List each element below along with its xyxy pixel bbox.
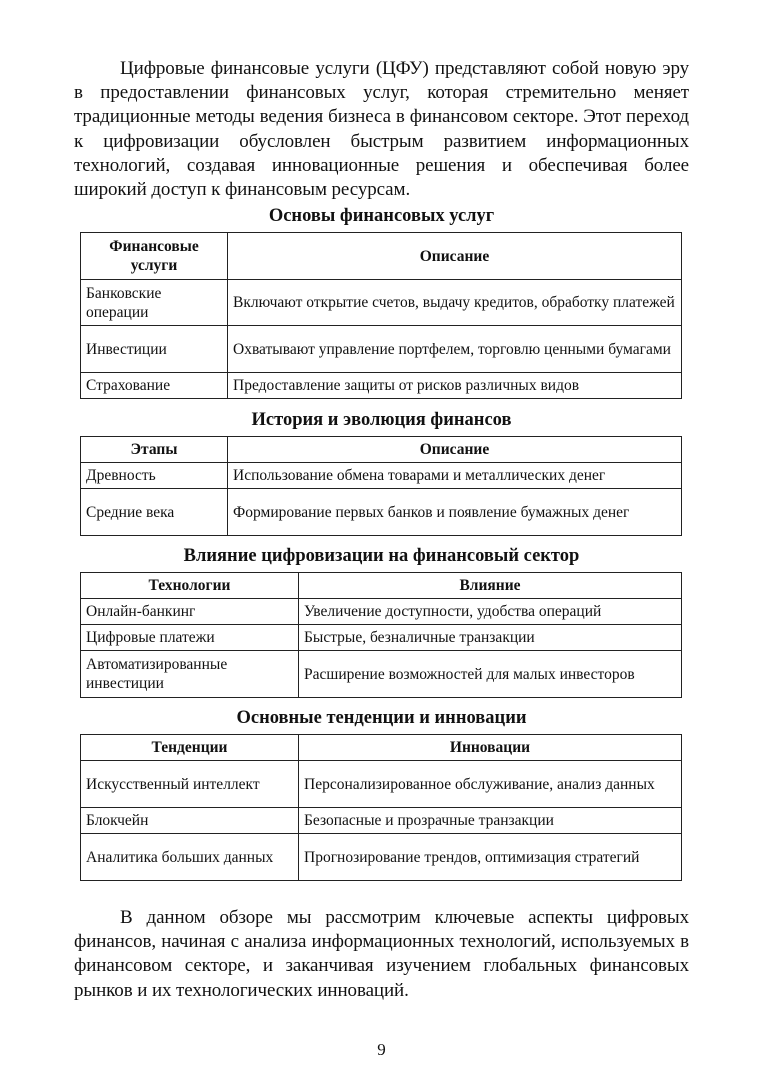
- table-financial-services: [80, 232, 682, 399]
- table-trends-innovations: [80, 734, 682, 881]
- table-header-row: [81, 233, 682, 280]
- table-4-caption: Основные тенденции и инновации: [236, 708, 527, 728]
- table-row: [81, 599, 682, 625]
- table-3-caption: Влияние цифровизации на финансовый сектор: [183, 546, 580, 566]
- table-finance-history: [80, 436, 682, 536]
- intro-paragraph: Цифровые финансовые услуги (ЦФУ) представляют собой новую эру в предоставлении финансовых услуг, которая стремительно меняет традиционные методы ведения бизнеса в финансовом секторе. Этот переход к цифровизации обусловлен быстрым развитием информационных технологий, создавая инновационные решения и обеспечивая более широкий доступ к финансовым ресурсам.: [74, 58, 689, 201]
- table-cell: Искусственный интеллект: [81, 761, 299, 808]
- table-row: [81, 808, 682, 834]
- column-header: Влияние: [299, 573, 682, 599]
- column-header: Описание: [228, 233, 682, 280]
- table-cell: Автоматизированные инвестиции: [81, 651, 299, 698]
- table-cell: Страхование: [81, 373, 228, 399]
- table-header-row: [81, 573, 682, 599]
- table-cell: Увеличение доступности, удобства операций: [299, 599, 682, 625]
- table-digitalization-impact: [80, 572, 682, 698]
- table-row: [81, 326, 682, 373]
- table-row: [81, 625, 682, 651]
- table-cell: Расширение возможностей для малых инвесторов: [299, 651, 682, 698]
- table-row: [81, 651, 682, 698]
- table-cell: Инвестиции: [81, 326, 228, 373]
- column-header: Этапы: [81, 437, 228, 463]
- page-number: 9: [377, 1040, 386, 1059]
- table-cell: Прогнозирование трендов, оптимизация стратегий: [299, 834, 682, 881]
- table-1-caption: Основы финансовых услуг: [268, 206, 495, 226]
- table-header-row: [81, 735, 682, 761]
- table-row: [81, 761, 682, 808]
- table-row: [81, 280, 682, 326]
- table-cell: Быстрые, безналичные транзакции: [299, 625, 682, 651]
- table-row: [81, 834, 682, 881]
- table-cell: Предоставление защиты от рисков различных видов: [228, 373, 682, 399]
- table-row: [81, 373, 682, 399]
- column-header: Технологии: [81, 573, 299, 599]
- table-2-caption: История и эволюция финансов: [251, 410, 512, 430]
- table-cell: Использование обмена товарами и металлических денег: [228, 463, 682, 489]
- table-cell: Безопасные и прозрачные транзакции: [299, 808, 682, 834]
- table-cell: Включают открытие счетов, выдачу кредитов, обработку платежей: [228, 280, 682, 326]
- table-cell: Древность: [81, 463, 228, 489]
- table-row: [81, 463, 682, 489]
- table-cell: Средние века: [81, 489, 228, 536]
- table-cell: Цифровые платежи: [81, 625, 299, 651]
- table-cell: Персонализированное обслуживание, анализ данных: [299, 761, 682, 808]
- outro-paragraph: В данном обзоре мы рассмотрим ключевые аспекты цифровых финансов, начиная с анализа информационных технологий, используемых в финансовом секторе, и заканчивая изучением глобальных финансовых рынков и их технологических инноваций.: [74, 907, 689, 1001]
- table-cell: Аналитика больших данных: [81, 834, 299, 881]
- table-cell: Охватывают управление портфелем, торговлю ценными бумагами: [228, 326, 682, 373]
- table-header-row: [81, 437, 682, 463]
- table-cell: Формирование первых банков и появление бумажных денег: [228, 489, 682, 536]
- column-header: Финансовые услуги: [81, 233, 228, 280]
- table-row: [81, 489, 682, 536]
- table-cell: Онлайн-банкинг: [81, 599, 299, 625]
- column-header: Описание: [228, 437, 682, 463]
- table-cell: Блокчейн: [81, 808, 299, 834]
- table-cell: Банковские операции: [81, 280, 228, 326]
- column-header: Тенденции: [81, 735, 299, 761]
- column-header: Инновации: [299, 735, 682, 761]
